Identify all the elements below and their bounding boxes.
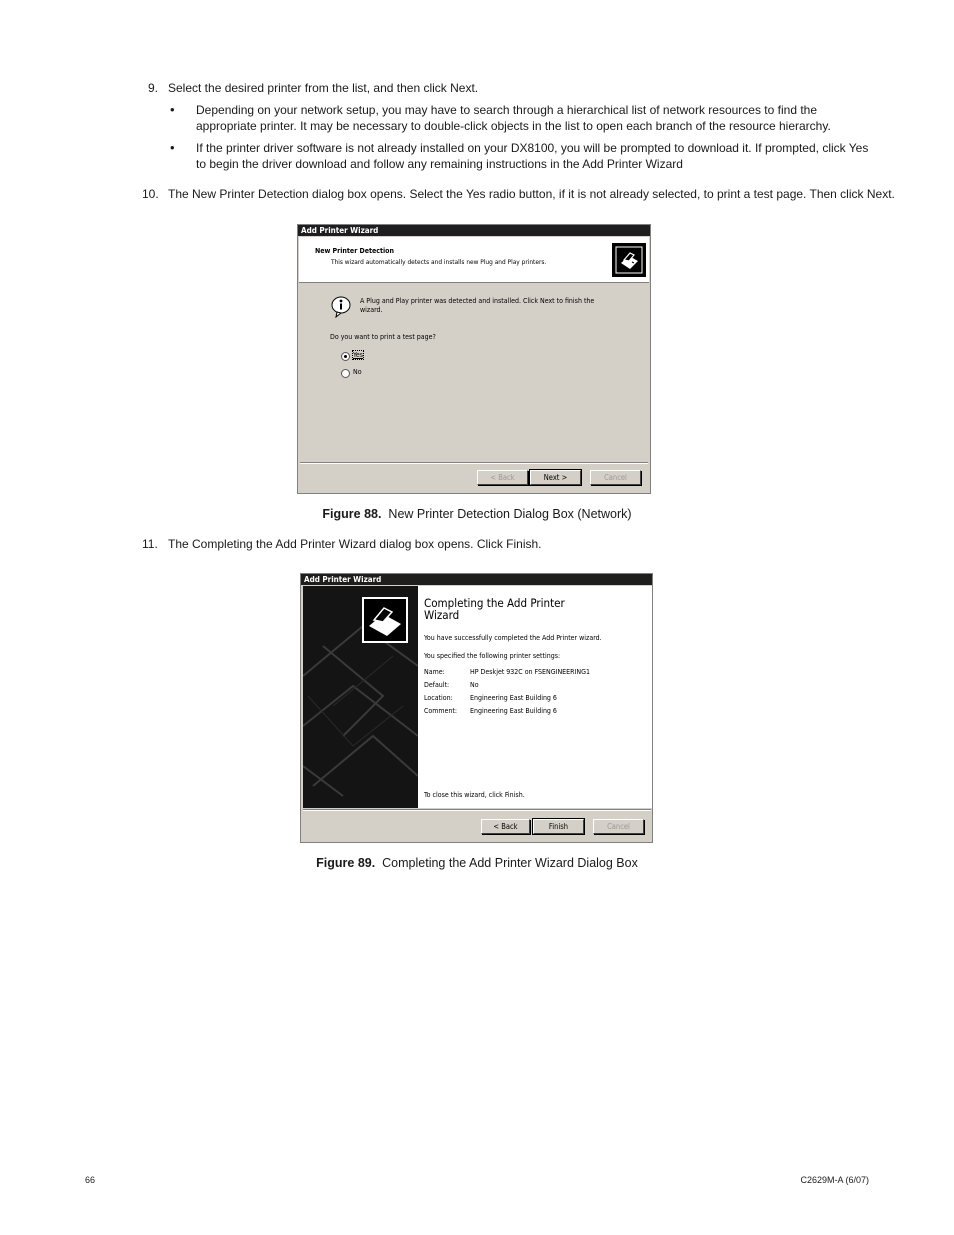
test-page-question: Do you want to print a test page? (330, 333, 436, 341)
step-number: 10. (142, 187, 159, 201)
setting-value: HP Deskjet 932C on FSENGINEERING1 (470, 668, 590, 676)
step-text: Select the desired printer from the list, and then click Next. (168, 81, 479, 95)
header-title: New Printer Detection (315, 247, 394, 255)
bullet-text: If the printer driver software is not already installed on your DX8100, you will be prompted to download it. If prompted, click Yes to begin the driver download and follow any remaining instructions in the Add Printer Wizard (196, 141, 869, 171)
cancel-button[interactable]: Cancel (590, 470, 641, 485)
step-text: The New Printer Detection dialog box opens. Select the Yes radio button, if it is not already selected, to print a test page. Then click Next. (168, 187, 895, 201)
bullet-item (170, 102, 870, 134)
wizard-side-banner (303, 586, 418, 808)
bullet-item (170, 140, 870, 172)
settings-intro: You specified the following printer settings: (424, 652, 561, 660)
bullet-icon: • (170, 102, 175, 117)
radio-yes-label: Yes (353, 351, 364, 359)
setting-value: Engineering East Building 6 (470, 694, 557, 702)
step-text: The Completing the Add Printer Wizard dialog box opens. Click Finish. (168, 537, 542, 551)
setting-label: Name: (424, 668, 445, 676)
info-icon (331, 296, 351, 316)
printer-icon (612, 243, 646, 277)
radio-no[interactable] (341, 367, 381, 379)
radio-button[interactable] (341, 369, 350, 378)
divider (303, 809, 651, 811)
header-subtitle: This wizard automatically detects and installs new Plug and Play printers. (331, 258, 547, 266)
setting-label: Default: (424, 681, 450, 689)
bullet-text: Depending on your network setup, you may have to search through a hierarchical list of network resources to find the appropriate printer. It may be necessary to double-click objects in the list to open each branch of the resource hierarchy. (196, 103, 831, 133)
window-title: Add Printer Wizard (301, 574, 652, 585)
back-button[interactable]: < Back (477, 470, 528, 485)
divider (300, 462, 648, 464)
back-button[interactable]: < Back (481, 819, 530, 834)
figure-89-caption (0, 856, 954, 870)
radio-button[interactable] (341, 352, 350, 361)
wizard-content (418, 586, 652, 808)
step-number: 11. (142, 537, 158, 551)
cancel-button[interactable]: Cancel (593, 819, 644, 834)
caption-text: Completing the Add Printer Wizard Dialog Box (382, 856, 638, 870)
close-instruction: To close this wizard, click Finish. (424, 791, 525, 799)
new-printer-detection-dialog (297, 224, 651, 494)
finish-button[interactable]: Finish (533, 819, 584, 834)
wizard-header (299, 237, 649, 283)
info-message: A Plug and Play printer was detected and installed. Click Next to finish the (360, 297, 595, 305)
info-message-cont: wizard. (360, 306, 383, 314)
wizard-heading (424, 597, 565, 621)
radio-no-label: No (353, 368, 362, 376)
setting-label: Location: (424, 694, 453, 702)
caption-label: Figure 89. (316, 856, 376, 870)
heading-line: Wizard (424, 608, 460, 622)
figure-88-caption (0, 507, 954, 521)
completing-wizard-dialog (300, 573, 653, 843)
setting-value: Engineering East Building 6 (470, 707, 557, 715)
next-button[interactable]: Next > (530, 470, 581, 485)
window-title: Add Printer Wizard (298, 225, 650, 236)
step-number: 9. (148, 81, 159, 95)
heading-line: Completing the Add Printer (424, 596, 565, 610)
setting-label: Comment: (424, 707, 457, 715)
success-message: You have successfully completed the Add Printer wizard. (424, 634, 602, 642)
document-code: C2629M-A (6/07) (800, 1175, 869, 1185)
caption-text: New Printer Detection Dialog Box (Network) (388, 507, 632, 521)
caption-label: Figure 88. (322, 507, 382, 521)
radio-yes[interactable] (341, 350, 381, 362)
bullet-icon: • (170, 140, 175, 155)
setting-value: No (470, 681, 479, 689)
page-number: 66 (85, 1175, 96, 1185)
